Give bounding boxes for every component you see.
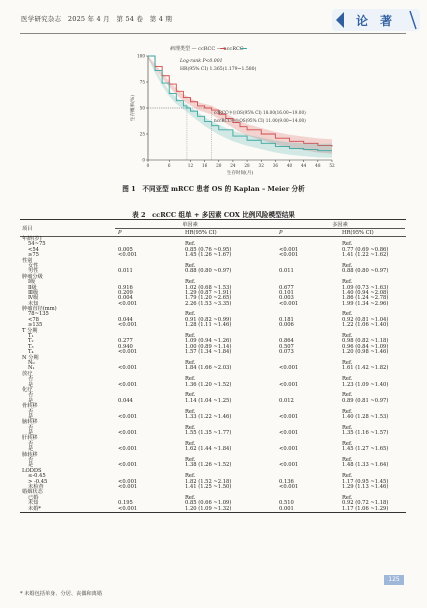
table-cell: 是 [28, 413, 34, 420]
table-cell: N₁ [28, 365, 35, 372]
x-tick-label: 16 [201, 163, 208, 168]
table-cell: 否 [28, 424, 34, 431]
col-hr-multi: HR(95% CI) [342, 230, 374, 236]
table-cell: Ref. [342, 311, 353, 318]
section-badge [322, 6, 422, 34]
table-cell: Ref. [185, 457, 196, 464]
table-cell: 肝转移 [22, 435, 38, 442]
table-cell: 0.101 [279, 289, 294, 296]
median-annotation: ccRCC中位OS(95% CI) 18.00(16.00~19.00) [214, 110, 306, 115]
table-body [20, 237, 406, 512]
table-cell: 0.011 [279, 268, 294, 275]
table-cell: <0.001 [118, 381, 138, 388]
table-cell: Ⅳ级 [28, 295, 39, 302]
table-cell: 1.28 (1.11 ~1.46) [185, 322, 232, 329]
table-cell: 54~75 [28, 241, 46, 248]
table-cell: Ref. [342, 408, 353, 415]
table-cell: <0.001 [118, 413, 138, 420]
table-cell: T₁ [28, 333, 34, 340]
table-cell: 0.88 (0.80 ~0.97) [342, 268, 389, 275]
table-cell: 放疗 [22, 370, 33, 377]
table-cell: <0.001 [279, 462, 299, 469]
cox-table [20, 219, 406, 513]
table-cell: 0.89 (0.81 ~0.97) [342, 397, 389, 404]
table-cell: Ⅰ级 [28, 279, 36, 286]
header-row-1 [20, 220, 406, 232]
table-cell: Ref. [185, 424, 196, 431]
table-cell: ≥75 [28, 252, 39, 259]
table-cell: 否 [28, 376, 34, 383]
table-cell: Ref. [342, 392, 353, 399]
table-cell: Ref. [342, 279, 353, 286]
x-tick-label: 44 [301, 163, 307, 168]
table-cell: 0.85 (0.76 ~0.95) [185, 246, 232, 253]
table-cell: 0.85 (0.66 ~1.09) [185, 500, 232, 507]
header-rule [20, 33, 406, 34]
table-cell: ≤-0.45 [28, 473, 46, 480]
table-cell: 肿瘤直径(mm) [22, 306, 57, 313]
table-cell: 0.507 [279, 343, 294, 350]
y-tick-label: 75 [139, 79, 145, 85]
table-cell: 0.136 [279, 478, 294, 485]
table-cell: 1.02 (0.68 ~1.53) [185, 284, 232, 291]
table-cell: 0.006 [279, 322, 294, 329]
table-cell: <0.001 [118, 430, 138, 437]
table-cell: 男性 [28, 268, 39, 275]
logrank-text: Log-rank P<0.001 [180, 59, 223, 64]
table-cell: Ref. [185, 359, 196, 366]
table-cell: Ref. [342, 424, 353, 431]
table-cell: Ⅱ级 [28, 284, 37, 291]
col-p-multi: P [279, 230, 283, 236]
table-cell: 1.45 (1.26 ~1.67) [185, 252, 232, 259]
table-cell: 1.23 (1.09 ~1.40) [342, 381, 389, 388]
table-cell: 肿瘤分级 [22, 273, 43, 280]
table-cell: 1.35 (1.16 ~1.57) [342, 430, 389, 437]
table-cell: 0.003 [279, 295, 294, 302]
table-cell: Ref. [185, 494, 196, 501]
table-cell: 1.84 (1.66 ~2.03) [185, 365, 232, 372]
table-cell: 2.26 (1.53 ~3.35) [185, 300, 232, 307]
table-cell: Ref. [185, 408, 196, 415]
col-p-uni: P [118, 230, 122, 236]
table-cell: T 分期 [22, 327, 38, 334]
table-cell: <0.001 [279, 413, 299, 420]
table-cell: 1.40 (0.94 ~2.08) [342, 289, 389, 296]
table-cell: 1.09 (0.94 ~1.26) [185, 338, 232, 345]
table-cell: 0.677 [279, 284, 294, 291]
figure-caption: 图 1 不同亚型 mRCC 患者 OS 的 Kaplan – Meier 分析 [122, 185, 305, 193]
table-cell: 0.92 (0.72 ~1.18) [342, 500, 389, 507]
table-cell: <78 [28, 316, 39, 323]
table-cell: 0.92 (0.81 ~1.04) [342, 316, 389, 323]
page-header [0, 0, 427, 40]
table-cell: 1.20 (1.09 ~1.32) [185, 505, 232, 512]
hr-text: HR(95% CI) 1.365(1.179~1.580) [180, 67, 257, 72]
table-cell: 1.57 (1.34 ~1.84) [185, 349, 232, 356]
table-cell: 性别 [22, 257, 33, 264]
table-cell: 0.91 (0.82 ~0.99) [185, 316, 232, 323]
table-cell: <0.001 [118, 505, 138, 512]
table-cell: 0.510 [279, 500, 294, 507]
header-row-2 [20, 229, 406, 236]
table-cell: Ref. [342, 241, 353, 248]
y-tick-label: 25 [139, 131, 145, 137]
x-tick-label: 36 [272, 163, 279, 168]
col-item: 项目 [22, 226, 33, 232]
table-cell: Ref. [342, 333, 353, 340]
table-cell: 0.195 [118, 500, 133, 507]
x-axis-label: 生存时间(月) [226, 171, 254, 176]
table-cell: Ref. [342, 440, 353, 447]
table-cell: 78~135 [28, 311, 49, 318]
table-cell: 是 [28, 462, 34, 469]
col-hr-uni: HR(95% CI) [185, 230, 217, 236]
table-cell: Ref. [185, 279, 196, 286]
table-cell: 化疗 [22, 386, 33, 393]
table-cell: 婚姻状态 [22, 489, 43, 496]
table-cell: 0.96 (0.84 ~1.09) [342, 343, 389, 350]
table-cell: Ref. [185, 241, 196, 248]
table-cell: Ref. [342, 473, 353, 480]
table-cell: 是 [28, 381, 34, 388]
table-cell: 1.55 (1.35 ~1.77) [185, 430, 232, 437]
table-cell: 1.09 (0.73 ~1.63) [342, 284, 389, 291]
table-cell: Ref. [342, 376, 353, 383]
table-cell: 0.277 [118, 338, 133, 345]
table-cell: T₂ [28, 338, 34, 345]
table-cell: 0.916 [118, 284, 133, 291]
table-footnote: * 未婚包括单身、分居、丧偶和离婚 [20, 591, 103, 597]
table-cell: LODDS [22, 467, 42, 474]
x-tick-label: 24 [230, 163, 236, 168]
table-cell: 是 [28, 446, 34, 453]
table-caption: 表 2 ccRCC 组单 + 多因素 COX 比例风险模型结果 [132, 211, 295, 219]
bottom-rule [20, 512, 406, 513]
table-cell: Ref. [185, 311, 196, 318]
x-tick-label: 32 [258, 163, 264, 168]
table-cell: 0.98 (0.82 ~1.18) [342, 338, 389, 345]
table-cell: 未婚* [28, 505, 41, 512]
table-cell: 1.14 (1.04 ~1.25) [185, 397, 232, 404]
table-cell: 否 [28, 408, 34, 415]
table-cell: 0.001 [279, 505, 294, 512]
table-cell: Ref. [185, 262, 196, 269]
x-tick-label: 12 [187, 163, 194, 168]
legend-title: 病理类型 — ccRCC — nccRCC [170, 46, 244, 52]
table-cell: Ref. [185, 473, 196, 480]
table-cell: Ref. [342, 457, 353, 464]
table-cell: 否 [28, 457, 34, 464]
table-cell: <0.001 [118, 446, 138, 453]
table-cell: 0.940 [118, 343, 133, 350]
table-cell: 1.79 (1.20 ~2.65) [185, 295, 232, 302]
table-cell: 0.209 [118, 289, 133, 296]
table-cell: Ref. [185, 333, 196, 340]
table-row [20, 507, 406, 512]
y-tick-label: 100 [137, 53, 145, 59]
table-cell: 1.17 (0.95 ~1.45) [342, 478, 389, 485]
table-cell: <0.001 [118, 322, 138, 329]
table-cell: <0.001 [118, 478, 138, 485]
table-cell: 0.004 [118, 295, 133, 302]
legend [170, 45, 244, 52]
table-cell: Ref. [185, 440, 196, 447]
table-cell: <0.001 [118, 252, 138, 259]
table-cell: <0.001 [279, 246, 299, 253]
km-survival-chart [122, 42, 342, 182]
table-cell: 0.88 (0.80 ~0.97) [185, 268, 232, 275]
table-cell: 0.181 [279, 316, 294, 323]
section-title: 论 著 [356, 14, 393, 28]
table-cell: <0.001 [279, 252, 299, 259]
table-cell: 1.40 (1.28 ~1.53) [342, 413, 389, 420]
table-cell: <0.001 [118, 365, 138, 372]
table-cell: N₀ [28, 359, 35, 366]
table-cell: Ⅲ级 [28, 289, 39, 296]
table-cell: <0.001 [279, 483, 299, 490]
table-cell: 脑转移 [22, 419, 38, 426]
table-cell: ≥135 [28, 322, 43, 329]
table-cell: <0.001 [118, 300, 138, 307]
table-cell: N 分期 [22, 354, 39, 361]
table-cell: 1.82 (1.52 ~2.18) [185, 478, 232, 485]
table-cell: 1.36 (1.20 ~1.52) [185, 381, 232, 388]
table-cell: 0.044 [118, 397, 133, 404]
table-cell: <0.001 [279, 430, 299, 437]
x-tick-label: 28 [244, 163, 250, 168]
group-multi: 多因素 [332, 222, 348, 228]
table-cell: Ref. [342, 359, 353, 366]
table-cell: 1.29 (0.87 ~1.91) [185, 289, 232, 296]
table-cell: 1.99 (1.34 ~2.96) [342, 300, 389, 307]
median-annotation: nccRCC中位OS(95% CI) 11.00(9.00~14.00) [214, 118, 306, 123]
page-number: 125 [384, 575, 404, 585]
table-cell: 1.38 (1.26 ~1.52) [185, 462, 232, 469]
table-cell: 年龄(岁) [22, 236, 42, 242]
table-cell: 0.011 [118, 268, 133, 275]
table-cell: 未知 [28, 500, 39, 507]
table-cell: <0.001 [118, 349, 138, 356]
x-tick-label: 6 [167, 163, 171, 168]
group-uni: 单因素 [182, 222, 198, 228]
table-cell: 已婚 [28, 494, 39, 501]
x-tick-label: 52 [329, 163, 335, 168]
table-cell: Ref. [342, 262, 353, 269]
table-cell: <0.001 [118, 462, 138, 469]
table-cell: 1.20 (0.98 ~1.46) [342, 349, 389, 356]
table-cell: <0.001 [279, 365, 299, 372]
table-cell: 未知 [28, 300, 39, 307]
y-axis-label: 生存概率(%) [131, 94, 136, 122]
table-cell: Ref. [185, 392, 196, 399]
table-cell: > -0.45 [28, 478, 48, 485]
table-cell: 否 [28, 392, 34, 399]
table-cell: 1.17 (1.06 ~1.29) [342, 505, 389, 512]
table-cell: <54 [28, 246, 39, 253]
x-tick-label: 20 [216, 163, 222, 168]
table-cell: 1.48 (1.33 ~1.64) [342, 462, 389, 469]
table-cell: 1.41 (1.25 ~1.50) [185, 483, 232, 490]
table-cell: 1.41 (1.22 ~1.62) [342, 252, 389, 259]
table-cell: Ref. [342, 494, 353, 501]
table-cell: 1.61 (1.42 ~1.82) [342, 365, 389, 372]
x-tick-label: 40 [286, 163, 293, 168]
table-cell: 是 [28, 430, 34, 437]
table-cell: 肺转移 [22, 451, 38, 458]
table-cell: 0.073 [279, 349, 294, 356]
journal-info: 医学研究杂志 2025 年 4 月 第 54 卷 第 4 期 [21, 15, 173, 23]
y-tick-label: 0 [142, 157, 145, 163]
table-cell: 1.29 (1.13 ~1.46) [342, 483, 389, 490]
table-cell: 骨转移 [22, 403, 38, 410]
table-cell: T₄ [28, 349, 34, 356]
table-cell: 否 [28, 440, 34, 447]
table-cell: 0.044 [118, 316, 133, 323]
table-cell: 是 [28, 397, 34, 404]
table-cell: 1.86 (1.24 ~2.78) [342, 295, 389, 302]
table-cell: Ref. [185, 376, 196, 383]
table-cell: <0.001 [279, 446, 299, 453]
table-cell: 1.22 (1.06 ~1.40) [342, 322, 389, 329]
y-tick-label: 50 [139, 105, 145, 111]
table-cell: 1.62 (1.44 ~1.84) [185, 446, 232, 453]
table-cell: 0.012 [279, 397, 294, 404]
table-cell: 0.864 [279, 338, 294, 345]
table-cell: 1.45 (1.27 ~1.65) [342, 446, 389, 453]
x-tick-label: 0 [146, 163, 150, 168]
table-cell: 1.33 (1.22 ~1.46) [185, 413, 232, 420]
table-cell: <0.001 [279, 300, 299, 307]
table-cell: 女性 [28, 262, 39, 269]
table-cell: T₃ [28, 343, 34, 350]
x-tick-label: 48 [315, 163, 321, 168]
table-cell: 0.005 [118, 246, 133, 253]
table-cell: <0.001 [118, 483, 138, 490]
table-cell: 0.77 (0.69 ~0.86) [342, 246, 389, 253]
table-cell: <0.001 [279, 381, 299, 388]
table-cell: 1.00 (0.89 ~1.14) [185, 343, 232, 350]
table-cell: 未检查 [28, 483, 44, 490]
